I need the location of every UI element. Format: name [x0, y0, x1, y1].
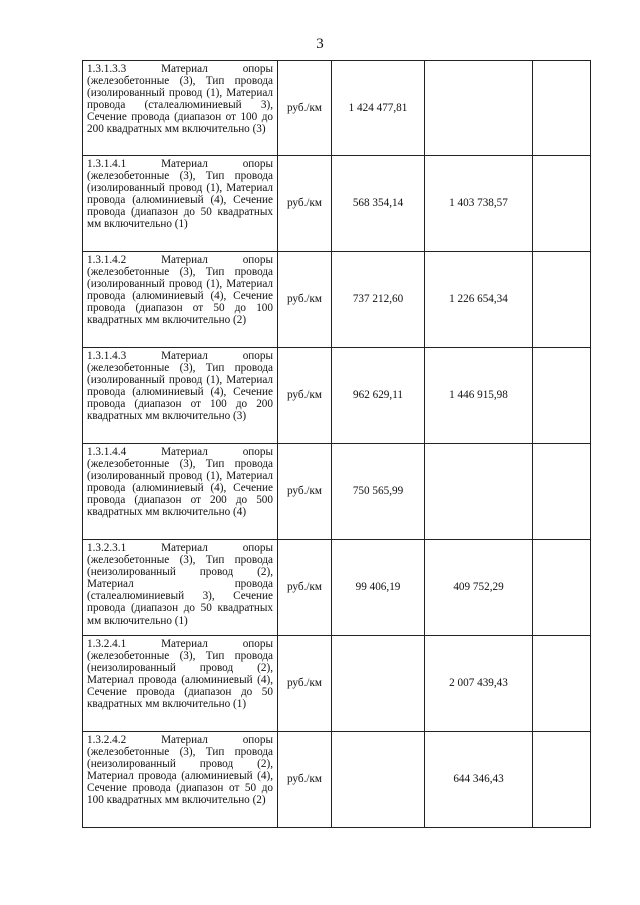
- row-empty-cell: [533, 444, 591, 540]
- row-value-2: [425, 444, 533, 540]
- row-description: 1.3.2.3.1 Материал опоры (железобетонные (3), Тип провода (неизолированный провод (2), Материал провода (сталеалюминиевый 3), Сечение провода (диапазон до 50 квадратных мм включительно (1): [83, 540, 278, 636]
- table-row: [83, 61, 591, 156]
- row-unit: руб./км: [278, 156, 332, 252]
- page-number: 3: [316, 36, 324, 52]
- row-value-1: 962 629,11: [332, 348, 425, 444]
- row-description: 1.3.1.4.4 Материал опоры (железобетонные (3), Тип провода (изолированный провод (1), Материал провода (алюминиевый (4), Сечение провода (диапазон от 200 до 500 квадратных мм включительно (4): [83, 444, 278, 540]
- row-empty-cell: [533, 61, 591, 156]
- row-value-1: 99 406,19: [332, 540, 425, 636]
- row-empty-cell: [533, 252, 591, 348]
- row-empty-cell: [533, 636, 591, 732]
- row-value-1: 737 212,60: [332, 252, 425, 348]
- row-unit: руб./км: [278, 540, 332, 636]
- table-row: [83, 732, 591, 828]
- row-value-1: 750 565,99: [332, 444, 425, 540]
- row-value-1: [332, 732, 425, 828]
- row-description: 1.3.1.4.2 Материал опоры (железобетонные (3), Тип провода (изолированный провод (1), Материал провода (алюминиевый (4), Сечение провода (диапазон от 50 до 100 квадратных мм включительно (2): [83, 252, 278, 348]
- row-empty-cell: [533, 540, 591, 636]
- row-value-1: 1 424 477,81: [332, 61, 425, 156]
- row-value-2: [425, 61, 533, 156]
- row-value-1: [332, 636, 425, 732]
- table-row: [83, 444, 591, 540]
- row-unit: руб./км: [278, 252, 332, 348]
- row-unit: руб./км: [278, 61, 332, 156]
- table-row: [83, 540, 591, 636]
- row-value-2: 409 752,29: [425, 540, 533, 636]
- row-value-1: 568 354,14: [332, 156, 425, 252]
- row-description: 1.3.1.4.3 Материал опоры (железобетонные (3), Тип провода (изолированный провод (1), Материал провода (алюминиевый (4), Сечение провода (диапазон от 100 до 200 квадратных мм включительно (3): [83, 348, 278, 444]
- row-description: 1.3.1.3.3 Материал опоры (железобетонные (3), Тип провода (изолированный провод (1), Материал провода (сталеалюминиевый 3), Сечение провода (диапазон от 100 до 200 квадратных мм включительно (3): [83, 61, 278, 156]
- row-empty-cell: [533, 156, 591, 252]
- table-row: [83, 348, 591, 444]
- row-value-2: 1 226 654,34: [425, 252, 533, 348]
- table-row: [83, 156, 591, 252]
- row-unit: руб./км: [278, 732, 332, 828]
- row-description: 1.3.2.4.2 Материал опоры (железобетонные (3), Тип провода (неизолированный провод (2), Материал провода (алюминиевый (4), Сечение провода (диапазон от 50 до 100 квадратных мм включительно (2): [83, 732, 278, 828]
- row-unit: руб./км: [278, 348, 332, 444]
- table-row: [83, 252, 591, 348]
- row-empty-cell: [533, 348, 591, 444]
- row-unit: руб./км: [278, 636, 332, 732]
- rates-table: [82, 60, 591, 828]
- row-description: 1.3.1.4.1 Материал опоры (железобетонные (3), Тип провода (изолированный провод (1), Материал провода (алюминиевый (4), Сечение провода (диапазон до 50 квадратных мм включительно (1): [83, 156, 278, 252]
- row-value-2: 644 346,43: [425, 732, 533, 828]
- row-unit: руб./км: [278, 444, 332, 540]
- table-row: [83, 636, 591, 732]
- row-value-2: 1 403 738,57: [425, 156, 533, 252]
- row-value-2: 1 446 915,98: [425, 348, 533, 444]
- row-description: 1.3.2.4.1 Материал опоры (железобетонные (3), Тип провода (неизолированный провод (2), Материал провода (алюминиевый (4), Сечение провода (диапазон до 50 квадратных мм включительно (1): [83, 636, 278, 732]
- row-empty-cell: [533, 732, 591, 828]
- row-value-2: 2 007 439,43: [425, 636, 533, 732]
